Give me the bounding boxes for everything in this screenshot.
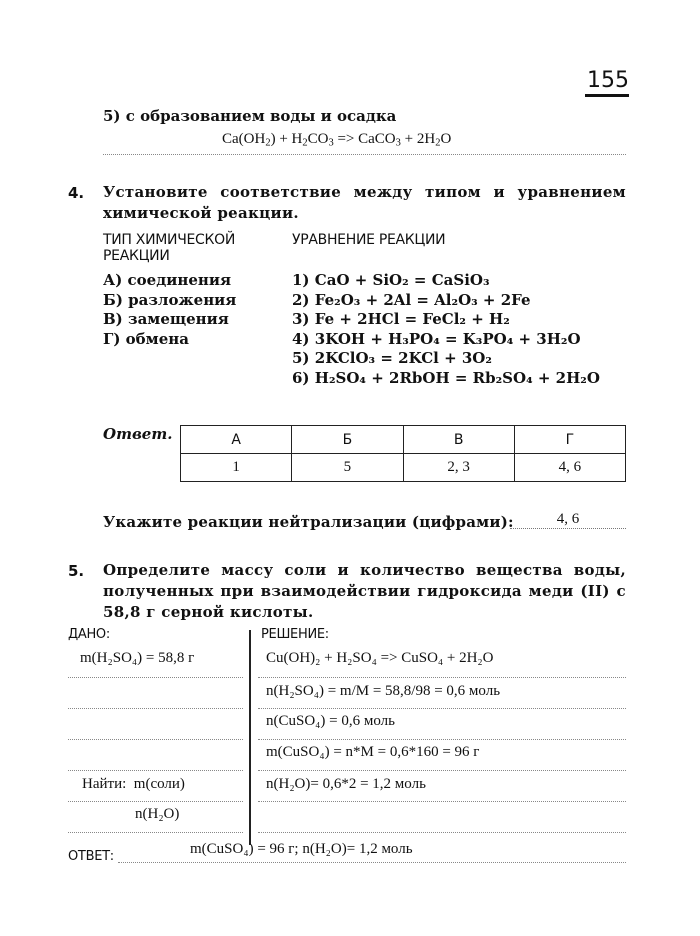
solution-line: [258, 801, 626, 802]
prev-item-label: 5) с образованием воды и осадка: [103, 107, 397, 125]
reaction-type: Г) обмена: [103, 329, 189, 348]
answer-table: [180, 425, 626, 482]
answer-header-cell: А: [181, 426, 292, 454]
answer-value-cell[interactable]: 2, 3: [403, 454, 514, 482]
given-solution-divider: [249, 630, 251, 845]
reaction-types-list: [103, 271, 236, 349]
final-answer-line: [118, 862, 626, 863]
given-label: ДАНО:: [68, 627, 110, 642]
solution-label: РЕШЕНИЕ:: [261, 627, 329, 642]
equation-item: 3) Fe + 2HCl = FeCl₂ + H₂: [292, 310, 510, 328]
given-line: [68, 832, 243, 833]
equation-item: 6) H₂SO₄ + 2RbOH = Rb₂SO₄ + 2H₂O: [292, 368, 600, 387]
given-line: [68, 677, 243, 678]
find-salt-mass: m(соли): [133, 776, 185, 792]
solution-step: m(CuSO₄) = n*M = 0,6*160 = 96 г: [266, 744, 480, 760]
task5-text: Определите массу соли и количество вещества воды, полученных при взаимодействии гидроксида меди (II) с 58,8 г серной кислоты.: [103, 561, 626, 621]
find-row: [82, 776, 185, 793]
neutralization-answer[interactable]: 4, 6: [510, 511, 626, 529]
type-column-header: ТИП ХИМИЧЕСКОЙ РЕАКЦИИ: [103, 232, 236, 264]
task4-number: 4.: [68, 184, 85, 202]
prev-item-answer-line: [103, 154, 626, 155]
find-label: Найти:: [82, 776, 127, 792]
solution-step: n(H₂SO₄) = m/M = 58,8/98 = 0,6 моль: [266, 683, 501, 699]
solution-step: n(H₂O)= 0,6*2 = 1,2 моль: [266, 776, 426, 792]
task5-number: 5.: [68, 562, 85, 580]
answer-table-header-row: [181, 426, 626, 454]
equation-item: 5) 2KClO₃ = 2KCl + 3O₂: [292, 349, 492, 367]
solution-line: [258, 677, 626, 678]
find-water-amount: n(H₂O): [135, 806, 180, 822]
task4-text: Установите соответствие между типом и уравнением химической реакции.: [103, 183, 626, 222]
answer-header-cell: Г: [514, 426, 625, 454]
answer-value-cell[interactable]: 1: [181, 454, 292, 482]
equation-item: 4) 3KOH + H₃PO₄ = K₃PO₄ + 3H₂O: [292, 329, 581, 348]
solution-line: [258, 832, 626, 833]
solution-line: [258, 739, 626, 740]
prev-item-equation: $Ca(OH_2) + H_2CO_3$ => CaCO$_3$ + $2H_2O$: [222, 131, 452, 149]
solution-step: n(CuSO₄) = 0,6 моль: [266, 713, 395, 729]
reaction-type: Б) разложения: [103, 290, 237, 309]
given-line: [68, 801, 243, 802]
equation-item: 2) Fe₂O₃ + 2Al = Al₂O₃ + 2Fe: [292, 290, 531, 309]
answer-table-value-row: [181, 454, 626, 482]
answer-header-cell: В: [403, 426, 514, 454]
page-number: 155: [585, 70, 629, 97]
given-mass-h2so4: m(H₂SO₄) = 58,8 г: [80, 650, 195, 666]
equation-item: 1) CaO + SiO₂ = CaSiO₃: [292, 271, 490, 289]
final-answer-text[interactable]: m(CuSO₄) = 96 г; n(H₂O)= 1,2 моль: [190, 841, 413, 857]
equations-list: [292, 271, 600, 388]
given-line: [68, 708, 243, 709]
given-line: [68, 770, 243, 771]
solution-line: [258, 770, 626, 771]
solution-line: [258, 708, 626, 709]
reaction-type: В) замещения: [103, 310, 229, 328]
answer-value-cell[interactable]: 5: [292, 454, 403, 482]
given-line: [68, 739, 243, 740]
answer-value-cell[interactable]: 4, 6: [514, 454, 625, 482]
neutralization-prompt: Укажите реакции нейтрализации (цифрами):: [103, 513, 514, 531]
equation-column-header: УРАВНЕНИЕ РЕАКЦИИ: [292, 232, 446, 248]
answer-header-cell: Б: [292, 426, 403, 454]
answer-label: Ответ.: [103, 425, 173, 443]
final-answer-label: ОТВЕТ:: [68, 849, 114, 864]
solution-step: Cu(OH)₂ + H₂SO₄ => CuSO₄ + 2H₂O: [266, 650, 494, 666]
reaction-type: А) соединения: [103, 271, 232, 289]
